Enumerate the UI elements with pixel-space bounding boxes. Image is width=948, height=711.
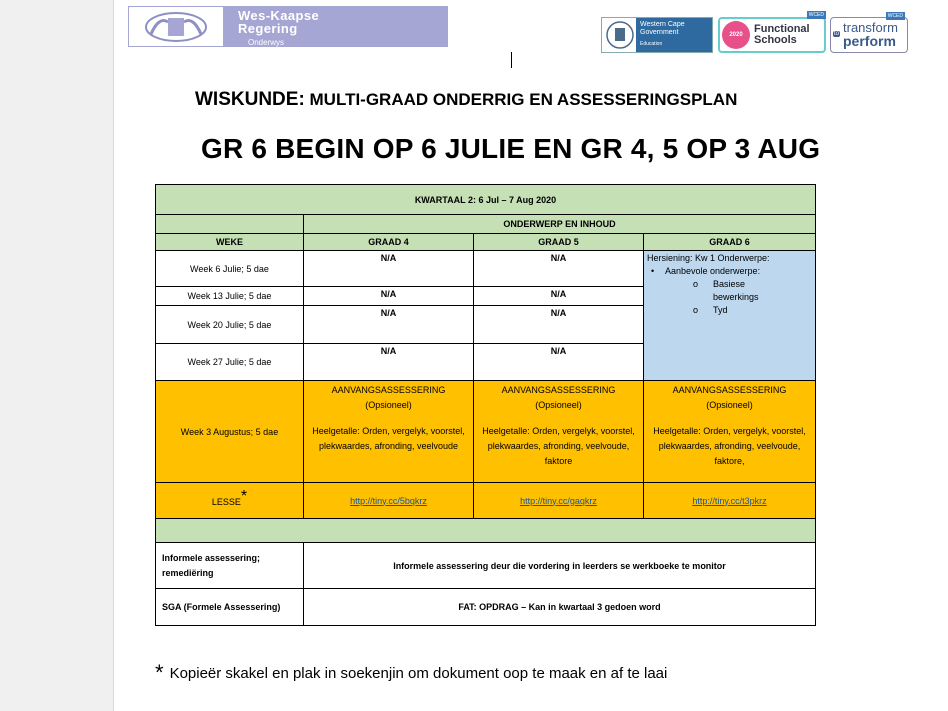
link-g5[interactable]: http://tiny.cc/gaqkrz [520, 495, 597, 506]
fs-line2: Schools [754, 34, 797, 46]
functional-schools-logo [718, 12, 826, 53]
informal-text: Informele assessering deur die vordering in leerders se werkboeke te monitor [304, 543, 816, 589]
footnote-text: Kopieër skakel en plak in soekenjin om dokument oop te maak en af te laai [169, 665, 668, 682]
grade6-header: GRAAD 6 [644, 234, 816, 251]
wcg-line2: Government [640, 29, 679, 36]
tp-wced-tag: WCED [887, 13, 903, 19]
wcg-line3: Education [640, 41, 663, 47]
revision-cell [644, 251, 816, 381]
weeks-header: WEKE [156, 234, 304, 251]
lesson-link-g6[interactable] [644, 483, 816, 519]
wcg-line1: Western Cape [640, 21, 685, 28]
tp-line2: perform [843, 33, 896, 49]
text-cursor [511, 52, 512, 68]
sub-marker: o [693, 279, 699, 289]
grade5-header: GRAAD 5 [474, 234, 644, 251]
topic-header: ONDERWERP EN INHOUD [304, 215, 816, 234]
assessment-g5 [474, 381, 644, 483]
fs-badge: 2020 [722, 21, 750, 49]
week-label: Week 27 Julie; 5 dae [156, 344, 304, 381]
week-g5: N/A [474, 287, 644, 306]
footnote-star: * [155, 660, 164, 685]
sba-text: FAT: OPDRAG – Kan in kwartaal 3 gedoen word [304, 589, 816, 626]
assessment-title: AANVANGSASSESSERING [672, 385, 787, 395]
assessment-optional: (Opsioneel) [706, 400, 753, 410]
week-g4: N/A [304, 287, 474, 306]
assessment-topics: Heelgetalle: Orden, vergelyk, voorstel, plekwaardes, afronding, veelvoude [312, 426, 465, 451]
assessment-topics: Heelgetalle: Orden, vergelyk, voorstel, plekwaardes, afronding, veelvoude, faktore [482, 426, 635, 466]
tp-line1: transform [843, 20, 898, 35]
document-title [195, 89, 737, 111]
assessment-g4 [304, 381, 474, 483]
week-label: Week 20 Julie; 5 dae [156, 306, 304, 344]
crest-icon [604, 19, 636, 51]
revision-sub2: Tyd [713, 305, 728, 315]
revision-sub1: Basiese bewerkings [713, 279, 759, 302]
coat-of-arms-icon [128, 6, 224, 47]
week-g4: N/A [304, 251, 474, 287]
week-label: Week 6 Julie; 5 dae [156, 251, 304, 287]
link-g6[interactable]: http://tiny.cc/t3pkrz [692, 495, 767, 506]
lesson-link-g5[interactable] [474, 483, 644, 519]
lessons-label-cell [156, 483, 304, 519]
assessment-optional: (Opsioneel) [535, 400, 582, 410]
assessment-week-label: Week 3 Augustus; 5 dae [156, 381, 304, 483]
revision-heading: Hersiening: Kw 1 Onderwerpe: [647, 253, 770, 263]
footnote [155, 660, 667, 686]
document-page [113, 0, 948, 711]
fs-line1: Functional [754, 23, 810, 35]
week-g4: N/A [304, 306, 474, 344]
week-g4: N/A [304, 344, 474, 381]
plan-table [155, 184, 816, 626]
week-g5: N/A [474, 344, 644, 381]
spacer-row [156, 519, 816, 543]
wkr-line1: Wes-Kaapse [238, 8, 320, 23]
document-subtitle: GR 6 BEGIN OP 6 JULIE EN GR 4, 5 OP 3 AUG [201, 133, 821, 164]
grade4-header: GRAAD 4 [304, 234, 474, 251]
wkr-line3: Onderwys [248, 38, 285, 47]
week-g5: N/A [474, 251, 644, 287]
sub-marker: o [693, 305, 699, 315]
week-label: Week 13 Julie; 5 dae [156, 287, 304, 306]
fs-wced-tag: WCED [808, 12, 824, 18]
lessons-star: * [240, 487, 248, 505]
assessment-title: AANVANGSASSESSERING [331, 385, 446, 395]
informal-label: Informele assessering; remediëring [156, 543, 304, 589]
bullet-marker: • [651, 266, 655, 276]
assessment-g6 [644, 381, 816, 483]
lesson-link-g4[interactable] [304, 483, 474, 519]
assessment-optional: (Opsioneel) [365, 400, 412, 410]
lessons-label: LESSE [211, 496, 241, 507]
assessment-topics: Heelgetalle: Orden, vergelyk, voorstel, plekwaardes, afronding, veelvoude, faktore, [653, 426, 806, 466]
title-subject: WISKUNDE: [195, 89, 305, 110]
assessment-title: AANVANGSASSESSERING [501, 385, 616, 395]
western-cape-government-logo [601, 17, 713, 53]
link-g4[interactable]: http://tiny.cc/5bqkrz [350, 495, 427, 506]
blank-header-cell [156, 215, 304, 234]
revision-bullet: Aanbevole onderwerpe: [665, 266, 761, 276]
transform-to-perform-logo [830, 13, 908, 53]
title-rest: MULTI-GRAAD ONDERRIG EN ASSESSERINGSPLAN [304, 90, 738, 109]
term-header: KWARTAAL 2: 6 Jul – 7 Aug 2020 [156, 185, 816, 215]
wkr-line2: Regering [238, 21, 298, 36]
week-g5: N/A [474, 306, 644, 344]
sba-label: SGA (Formele Assessering) [156, 589, 304, 626]
tp-to: to [834, 31, 840, 37]
wes-kaapse-regering-logo [128, 6, 448, 47]
